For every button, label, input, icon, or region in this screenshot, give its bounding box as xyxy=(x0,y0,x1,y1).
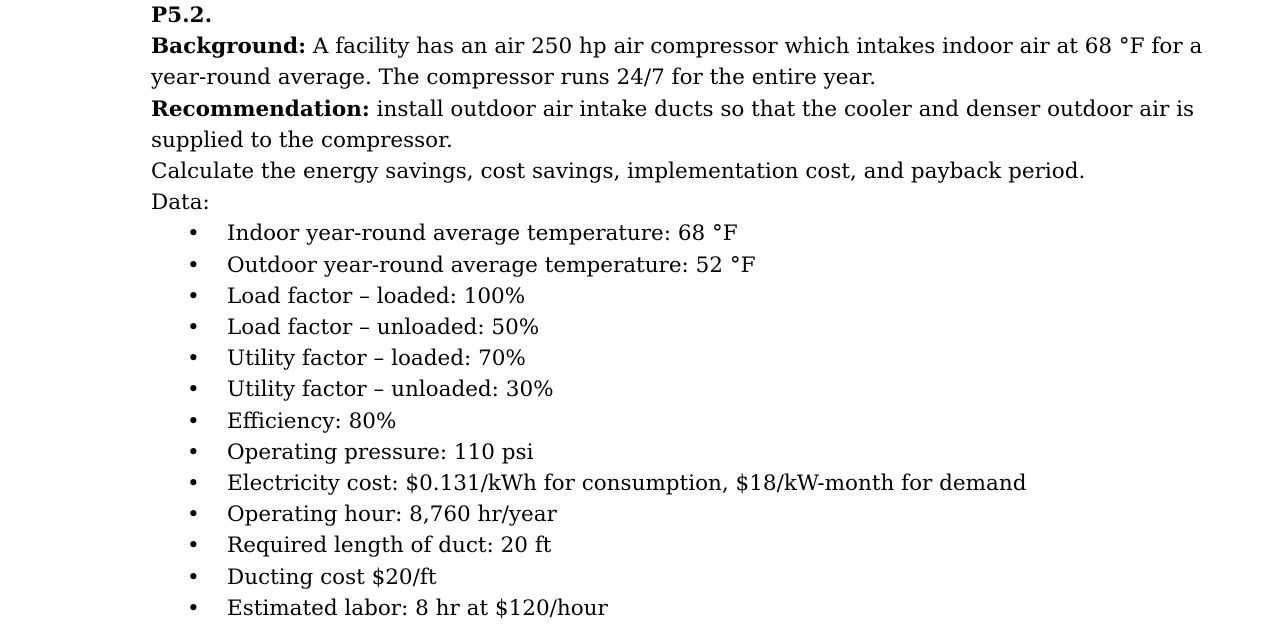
background-label: Background: xyxy=(151,34,307,60)
list-item xyxy=(151,374,1261,405)
list-item-text: Required length of duct: 20 ft xyxy=(227,533,552,559)
list-item-text: Estimated labor: 8 hr at $120/hour xyxy=(227,595,608,621)
list-item xyxy=(151,593,1261,624)
data-list xyxy=(151,218,1261,624)
list-item-text: Load factor – loaded: 100% xyxy=(227,283,526,309)
list-item xyxy=(151,499,1261,530)
bullet-icon: • xyxy=(187,502,200,528)
list-item xyxy=(151,562,1261,593)
list-item-text: Utility factor – loaded: 70% xyxy=(227,346,526,372)
bullet-icon: • xyxy=(187,471,200,497)
list-item xyxy=(151,250,1261,281)
bullet-icon: • xyxy=(187,283,200,309)
list-item-text: Ducting cost $20/ft xyxy=(227,564,437,590)
bullet-icon: • xyxy=(187,408,200,434)
list-item xyxy=(151,530,1261,561)
data-label: Data: xyxy=(151,190,210,216)
list-item xyxy=(151,281,1261,312)
list-item-text: Utility factor – unloaded: 30% xyxy=(227,377,554,403)
bullet-icon: • xyxy=(187,346,200,372)
list-item-text: Load factor – unloaded: 50% xyxy=(227,315,540,341)
bullet-icon: • xyxy=(187,595,200,621)
problem-document xyxy=(151,0,1261,624)
list-item-text: Outdoor year-round average temperature: 52 °F xyxy=(227,252,756,278)
bullet-icon: • xyxy=(187,564,200,590)
list-item-text: Operating hour: 8,760 hr/year xyxy=(227,502,557,528)
bullet-icon: • xyxy=(187,252,200,278)
list-item xyxy=(151,343,1261,374)
list-item xyxy=(151,437,1261,468)
bullet-icon: • xyxy=(187,533,200,559)
list-item xyxy=(151,312,1261,343)
list-item-text: Efficiency: 80% xyxy=(227,408,397,434)
background-text: A facility has an air 250 hp air compressor which intakes indoor air at 68 °F for a year-round average. The compressor runs 24/7 for the entire year. xyxy=(151,34,1203,91)
list-item xyxy=(151,406,1261,437)
recommendation-text: install outdoor air intake ducts so that the cooler and denser outdoor air is supplied to the compressor. xyxy=(151,96,1194,153)
list-item xyxy=(151,468,1261,499)
background-paragraph xyxy=(151,31,1261,93)
bullet-icon: • xyxy=(187,377,200,403)
bullet-icon: • xyxy=(187,221,200,247)
recommendation-paragraph xyxy=(151,94,1261,156)
list-item-text: Electricity cost: $0.131/kWh for consumption, $18/kW-month for demand xyxy=(227,471,1027,497)
bullet-icon: • xyxy=(187,439,200,465)
list-item-text: Indoor year-round average temperature: 68 °F xyxy=(227,221,738,247)
bullet-icon: • xyxy=(187,315,200,341)
instruction-text: Calculate the energy savings, cost savings, implementation cost, and payback period. xyxy=(151,159,1086,185)
recommendation-label: Recommendation: xyxy=(151,96,370,122)
problem-id: P5.2. xyxy=(151,3,213,28)
list-item-text: Operating pressure: 110 psi xyxy=(227,439,534,465)
list-item xyxy=(151,218,1261,249)
